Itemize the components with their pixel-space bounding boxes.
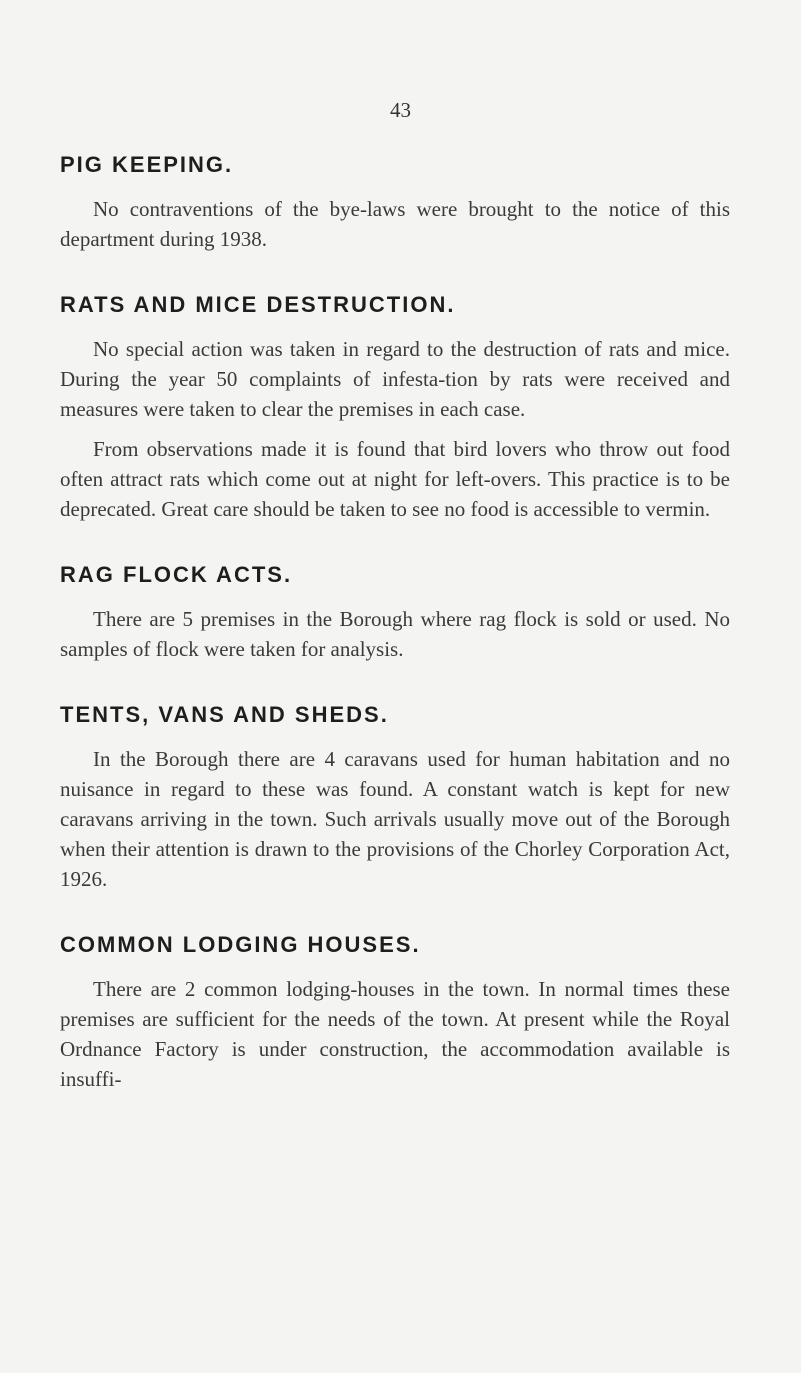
page-number: 43 <box>390 98 411 122</box>
paragraph: In the Borough there are 4 caravans used for human habitation and no nuisance in regard to these was found. A constant watch is kept for new caravans arriving in the town. Such arrivals usually move out of the Borough when their attention is drawn to the provisions of the Chorley Corporation Act, 1926. <box>60 747 730 891</box>
paragraph: There are 5 premises in the Borough where rag flock is sold or used. No samples of flock were taken for analysis. <box>60 607 730 661</box>
paragraph: No contraventions of the bye-laws were brought to the notice of this department during 1938. <box>60 197 730 251</box>
section-common-lodging-houses <box>60 930 730 1094</box>
document-body <box>60 150 730 1130</box>
section-rag-flock <box>60 560 730 664</box>
section-heading: RAG FLOCK ACTS. <box>60 562 293 587</box>
section-rats-and-mice <box>60 290 730 524</box>
paragraph: From observations made it is found that bird lovers who throw out food often attract rats which come out at night for left-overs. This practice is to be deprecated. Great care should be taken to see no food is accessible to vermin. <box>60 437 730 521</box>
paragraph: No special action was taken in regard to the destruction of rats and mice. During the year 50 complaints of infesta-tion by rats were received and measures were taken to clear the premises in each case. <box>60 337 730 421</box>
section-heading: COMMON LODGING HOUSES. <box>60 932 421 957</box>
section-heading: RATS AND MICE DESTRUCTION. <box>60 292 456 317</box>
paragraph: There are 2 common lodging-houses in the town. In normal times these premises are sufficient for the needs of the town. At present while the Royal Ordnance Factory is under construction, the accommodation available is insuffi- <box>60 977 730 1091</box>
section-heading: TENTS, VANS AND SHEDS. <box>60 702 389 727</box>
section-tents-vans-sheds <box>60 700 730 894</box>
section-heading: PIG KEEPING. <box>60 152 234 177</box>
section-pig-keeping <box>60 150 730 254</box>
